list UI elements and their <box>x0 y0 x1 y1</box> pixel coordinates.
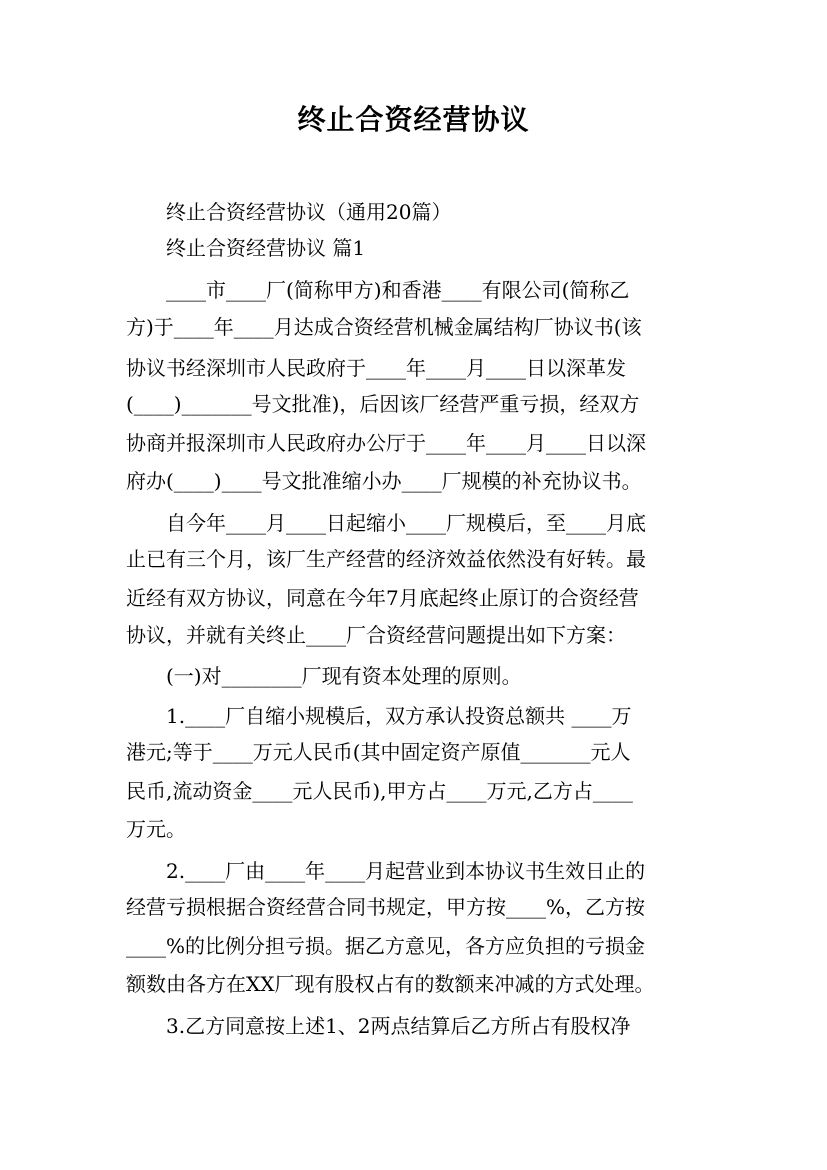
paragraph-line: 额数由各方在XX厂现有股权占有的数额来冲减的方式处理。 <box>126 972 655 996</box>
paragraph-line: 协商并报深圳市人民政府办公厅于____年____月____日以深 <box>126 431 646 455</box>
paragraph-line: 协议，并就有关终止____厂合资经营问题提出如下方案： <box>126 623 626 647</box>
paragraph-line: 万元。 <box>126 817 186 841</box>
paragraph-line: 自今年____月____日起缩小____厂规模后，至____月底 <box>126 511 646 535</box>
paragraph-line: 港元;等于____万元人民币(其中固定资产原值_______元人 <box>126 740 631 764</box>
paragraph-line: 3.乙方同意按上述1、2两点结算后乙方所占有股权净 <box>126 1014 631 1038</box>
paragraph-line: (____)_______号文批准)，后因该厂经营严重亏损，经双方 <box>126 392 640 416</box>
paragraph-line: 协议书经深圳市人民政府于____年____月____日以深革发 <box>126 356 626 380</box>
paragraph-line: 终止合资经营协议（通用20篇） <box>126 200 452 224</box>
paragraph-line: 终止合资经营协议 篇1 <box>126 236 366 260</box>
paragraph-line: (一)对________厂现有资本处理的原则。 <box>126 664 522 688</box>
paragraph-line: 经营亏损根据合资经营合同书规定，甲方按____%，乙方按 <box>126 895 646 919</box>
document-title: 终止合资经营协议 <box>297 103 530 136</box>
paragraph-line: 民币,流动资金____元人民币),甲方占____万元,乙方占____ <box>126 779 633 803</box>
paragraph-line: 府办(____)____号文批准缩小办____厂规模的补充协议书。 <box>126 469 642 493</box>
paragraph-line: ____市____厂(简称甲方)和香港____有限公司(简称乙 <box>126 278 630 302</box>
paragraph-line: 方)于____年____月达成合资经营机械金属结构厂协议书(该 <box>126 315 642 339</box>
paragraph-line: ____%的比例分担亏损。据乙方意见，各方应负担的亏损金 <box>126 934 646 958</box>
paragraph-line: 止已有三个月，该厂生产经营的经济效益依然没有好转。最 <box>126 547 646 571</box>
paragraph-line: 近经有双方协议，同意在今年7月底起终止原订的合资经营 <box>126 586 639 610</box>
paragraph-line: 1.____厂自缩小规模后，双方承认投资总额共 ____万 <box>126 704 632 728</box>
paragraph-line: 2.____厂由____年____月起营业到本协议书生效日止的 <box>126 859 646 883</box>
